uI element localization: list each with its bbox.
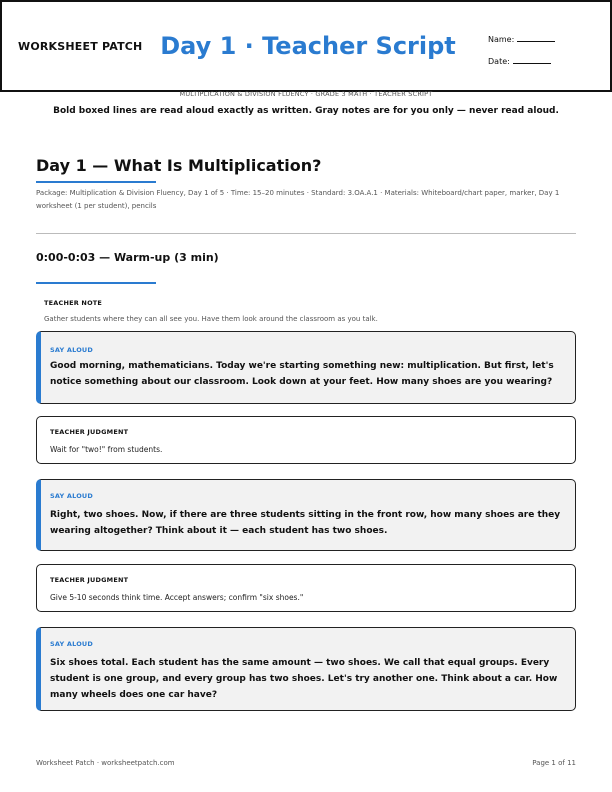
teacher-judgment-text: Give 5-10 seconds think time. Accept answers; confirm "six shoes." bbox=[50, 593, 304, 602]
subtitle: MULTIPLICATION & DIVISION FLUENCY · GRADE 3 MATH · TEACHER SCRIPT bbox=[179, 90, 433, 98]
say-aloud-box bbox=[36, 479, 576, 551]
teacher-note-label: TEACHER NOTE bbox=[44, 299, 103, 307]
footer-page-number: Page 1 of 11 bbox=[532, 759, 576, 767]
day-meta: Package: Multiplication & Division Fluency, Day 1 of 5 · Time: 15–20 minutes · Standard: 3.OA.A.1 · Materials: Whiteboard/chart paper, marker, Day 1 worksheet (1 per student), pencils bbox=[36, 189, 560, 210]
date-label: Date: bbox=[488, 57, 510, 66]
teacher-judgment-box bbox=[36, 416, 576, 464]
teacher-judgment-box bbox=[36, 564, 576, 612]
say-aloud-box bbox=[36, 331, 576, 404]
date-blank bbox=[513, 57, 551, 64]
name-label: Name: bbox=[488, 35, 515, 44]
instructions: Bold boxed lines are read aloud exactly as written. Gray notes are for you only — never read aloud. bbox=[53, 106, 559, 116]
teacher-judgment-text: Wait for "two!" from students. bbox=[50, 445, 163, 454]
page-title: Day 1 · Teacher Script bbox=[160, 32, 456, 60]
say-aloud-text: Good morning, mathematicians. Today we're starting something new: multiplication. But first, let's notice something about our classroom. Look down at your feet. How many shoes are you wearing? bbox=[50, 361, 554, 387]
say-aloud-label: SAY ALOUD bbox=[50, 346, 93, 354]
say-aloud-label: SAY ALOUD bbox=[50, 640, 93, 648]
section-divider bbox=[36, 233, 576, 234]
section-title-underline bbox=[36, 282, 156, 284]
date-field bbox=[488, 57, 551, 66]
teacher-judgment-label: TEACHER JUDGMENT bbox=[50, 428, 129, 436]
section-title: 0:00-0:03 — Warm-up (3 min) bbox=[36, 251, 219, 264]
day-title-underline bbox=[36, 181, 156, 183]
teacher-judgment-label: TEACHER JUDGMENT bbox=[50, 576, 129, 584]
brand-name: WORKSHEET PATCH bbox=[18, 40, 143, 53]
say-aloud-label: SAY ALOUD bbox=[50, 492, 93, 500]
name-field bbox=[488, 35, 555, 44]
teacher-note-text: Gather students where they can all see you. Have them look around the classroom as you talk. bbox=[44, 315, 378, 323]
day-title: Day 1 — What Is Multiplication? bbox=[36, 156, 322, 175]
say-aloud-text: Six shoes total. Each student has the same amount — two shoes. We call that equal groups. Every student is one group, and every group has two shoes. Let's try another one. Think about a car. How many wheels does one car have? bbox=[50, 658, 558, 700]
page-header bbox=[0, 0, 612, 92]
name-blank bbox=[517, 35, 555, 42]
say-aloud-text: Right, two shoes. Now, if there are three students sitting in the front row, how many shoes are they wearing altogether? Think about it — each student has two shoes. bbox=[50, 510, 561, 536]
say-aloud-box bbox=[36, 627, 576, 711]
footer-site: Worksheet Patch · worksheetpatch.com bbox=[36, 759, 175, 767]
